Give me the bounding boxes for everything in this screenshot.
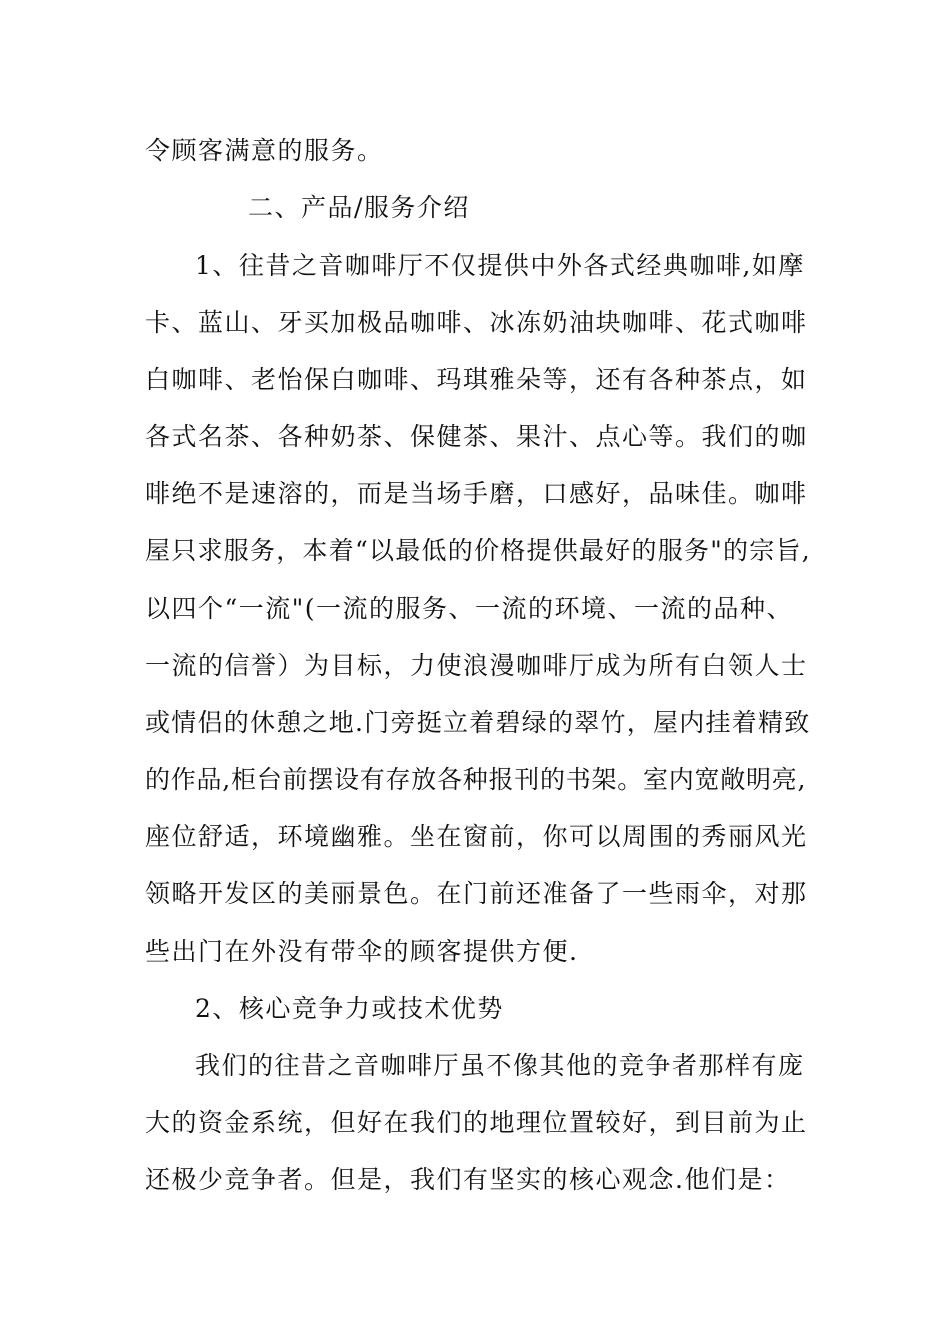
text-line-3: 1、往昔之音咖啡厅不仅提供中外各式经典咖啡,如摩	[195, 251, 805, 280]
text-line-18: 大的资金系统，但好在我们的地理位置较好，到目前为止	[145, 1108, 808, 1137]
text-line-11: 或情侣的休憩之地.门旁挺立着碧绿的翠竹，屋内挂着精致	[145, 708, 811, 737]
text-line-7: 啡绝不是速溶的，而是当场手磨，口感好，品味佳。咖啡	[145, 479, 808, 508]
text-line-5: 白咖啡、老怡保白咖啡、玛琪雅朵等，还有各种茶点，如	[145, 365, 808, 394]
text-line-8: 屋只求服务，本着“以最低的价格提供最好的服务"的宗旨,	[145, 536, 811, 565]
text-line-12: 的作品,柜台前摆设有存放各种报刊的书架。室内宽敞明亮,	[145, 765, 807, 794]
text-line-10: 一流的信誉）为目标，力使浪漫咖啡厅成为所有白领人士	[145, 651, 808, 680]
text-line-4: 卡、蓝山、牙买加极品咖啡、冰冻奶油块咖啡、花式咖啡	[145, 308, 808, 337]
text-line-17: 我们的往昔之音咖啡厅虽不像其他的竞争者那样有庞	[195, 1051, 805, 1080]
text-line-1: 令顾客满意的服务。	[145, 136, 384, 165]
section-heading-products: 二、产品/服务介绍	[248, 193, 470, 222]
text-line-6: 各式名茶、各种奶茶、保健茶、果汁、点心等。我们的咖	[145, 422, 808, 451]
text-line-13: 座位舒适，环境幽雅。坐在窗前，你可以周围的秀丽风光	[145, 822, 808, 851]
text-line-9: 以四个“一流"(一流的服务、一流的环境、一流的品种、	[145, 594, 794, 623]
text-line-14: 领略开发区的美丽景色。在门前还准备了一些雨伞，对那	[145, 879, 808, 908]
section-heading-competitiveness: 2、核心竞争力或技术优势	[195, 994, 504, 1023]
text-line-19: 还极少竞争者。但是，我们有坚实的核心观念.他们是：	[145, 1165, 791, 1194]
text-line-15: 些出门在外没有带伞的顾客提供方便.	[145, 937, 579, 966]
